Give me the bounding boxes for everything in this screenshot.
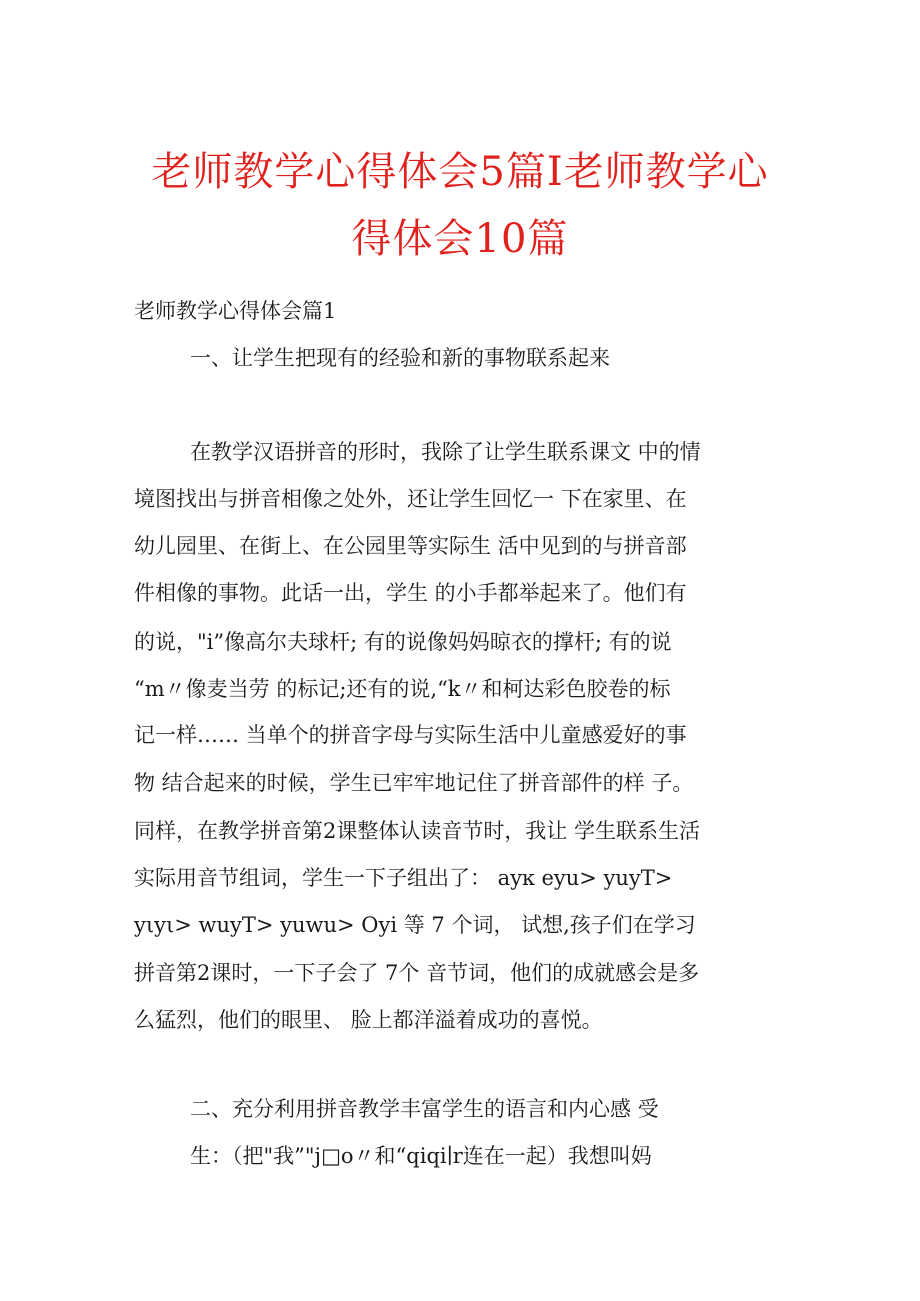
paragraph-line: 记一样…… 当单个的拼音字母与实际生活中儿童感爱好的事 [134, 723, 687, 747]
title-line-1: 老师教学心得体会5篇I老师教学心 [151, 149, 769, 195]
paragraph-line: 拼音第2课时，一下子会了 7个 音节词，他们的成就感会是多 [134, 961, 700, 985]
paragraph-line: yιyι> wuyT> yuwu> Oyi 等 7 个词， 试想,孩子们在学习 [134, 913, 696, 937]
paragraph-line: “m〃像麦当劳 的标记;还有的说,“k〃和柯达彩色胶卷的标 [134, 677, 671, 701]
title-line-2: 得体会10篇 [351, 216, 569, 262]
heading-2: 二、充分利用拼音教学丰富学生的语言和内心感 受 [190, 1097, 659, 1121]
paragraph-line: 同样，在教学拼音第2课整体认读音节时，我让 学生联系生活 [134, 819, 701, 843]
paragraph-line: 在教学汉语拼音的形时，我除了让学生联系课文 中的情 [190, 440, 701, 464]
paragraph-line: 件相像的事物。此话一出，学生 的小手都举起来了。他们有 [134, 581, 687, 605]
paragraph-line: 幼儿园里、在街上、在公园里等实际生 活中见到的与拼音部 [134, 534, 687, 558]
section-title: 老师教学心得体会篇1 [134, 299, 337, 323]
paragraph-line: 生：（把"我”"j□o〃和“qiqi∣r连在一起）我想叫妈 [190, 1144, 652, 1168]
heading-1: 一、让学生把现有的经验和新的事物联系起来 [190, 346, 610, 370]
paragraph-line: 物 结合起来的时候，学生已牢牢地记住了拼音部件的样 子。 [134, 771, 694, 795]
paragraph-line: 境图找出与拼音相像之处外，还让学生回忆一 下在家里、在 [134, 487, 687, 511]
paragraph-line: 实际用音节组词，学生一下子组出了： ayĸ eyu> yuyT> [134, 866, 673, 890]
paragraph-line: 么猛烈，他们的眼里、 脸上都洋溢着成功的喜悦。 [134, 1008, 603, 1032]
paragraph-line: 的说，"i”像高尔夫球杆; 有的说像妈妈晾衣的撑杆; 有的说 [134, 630, 672, 654]
